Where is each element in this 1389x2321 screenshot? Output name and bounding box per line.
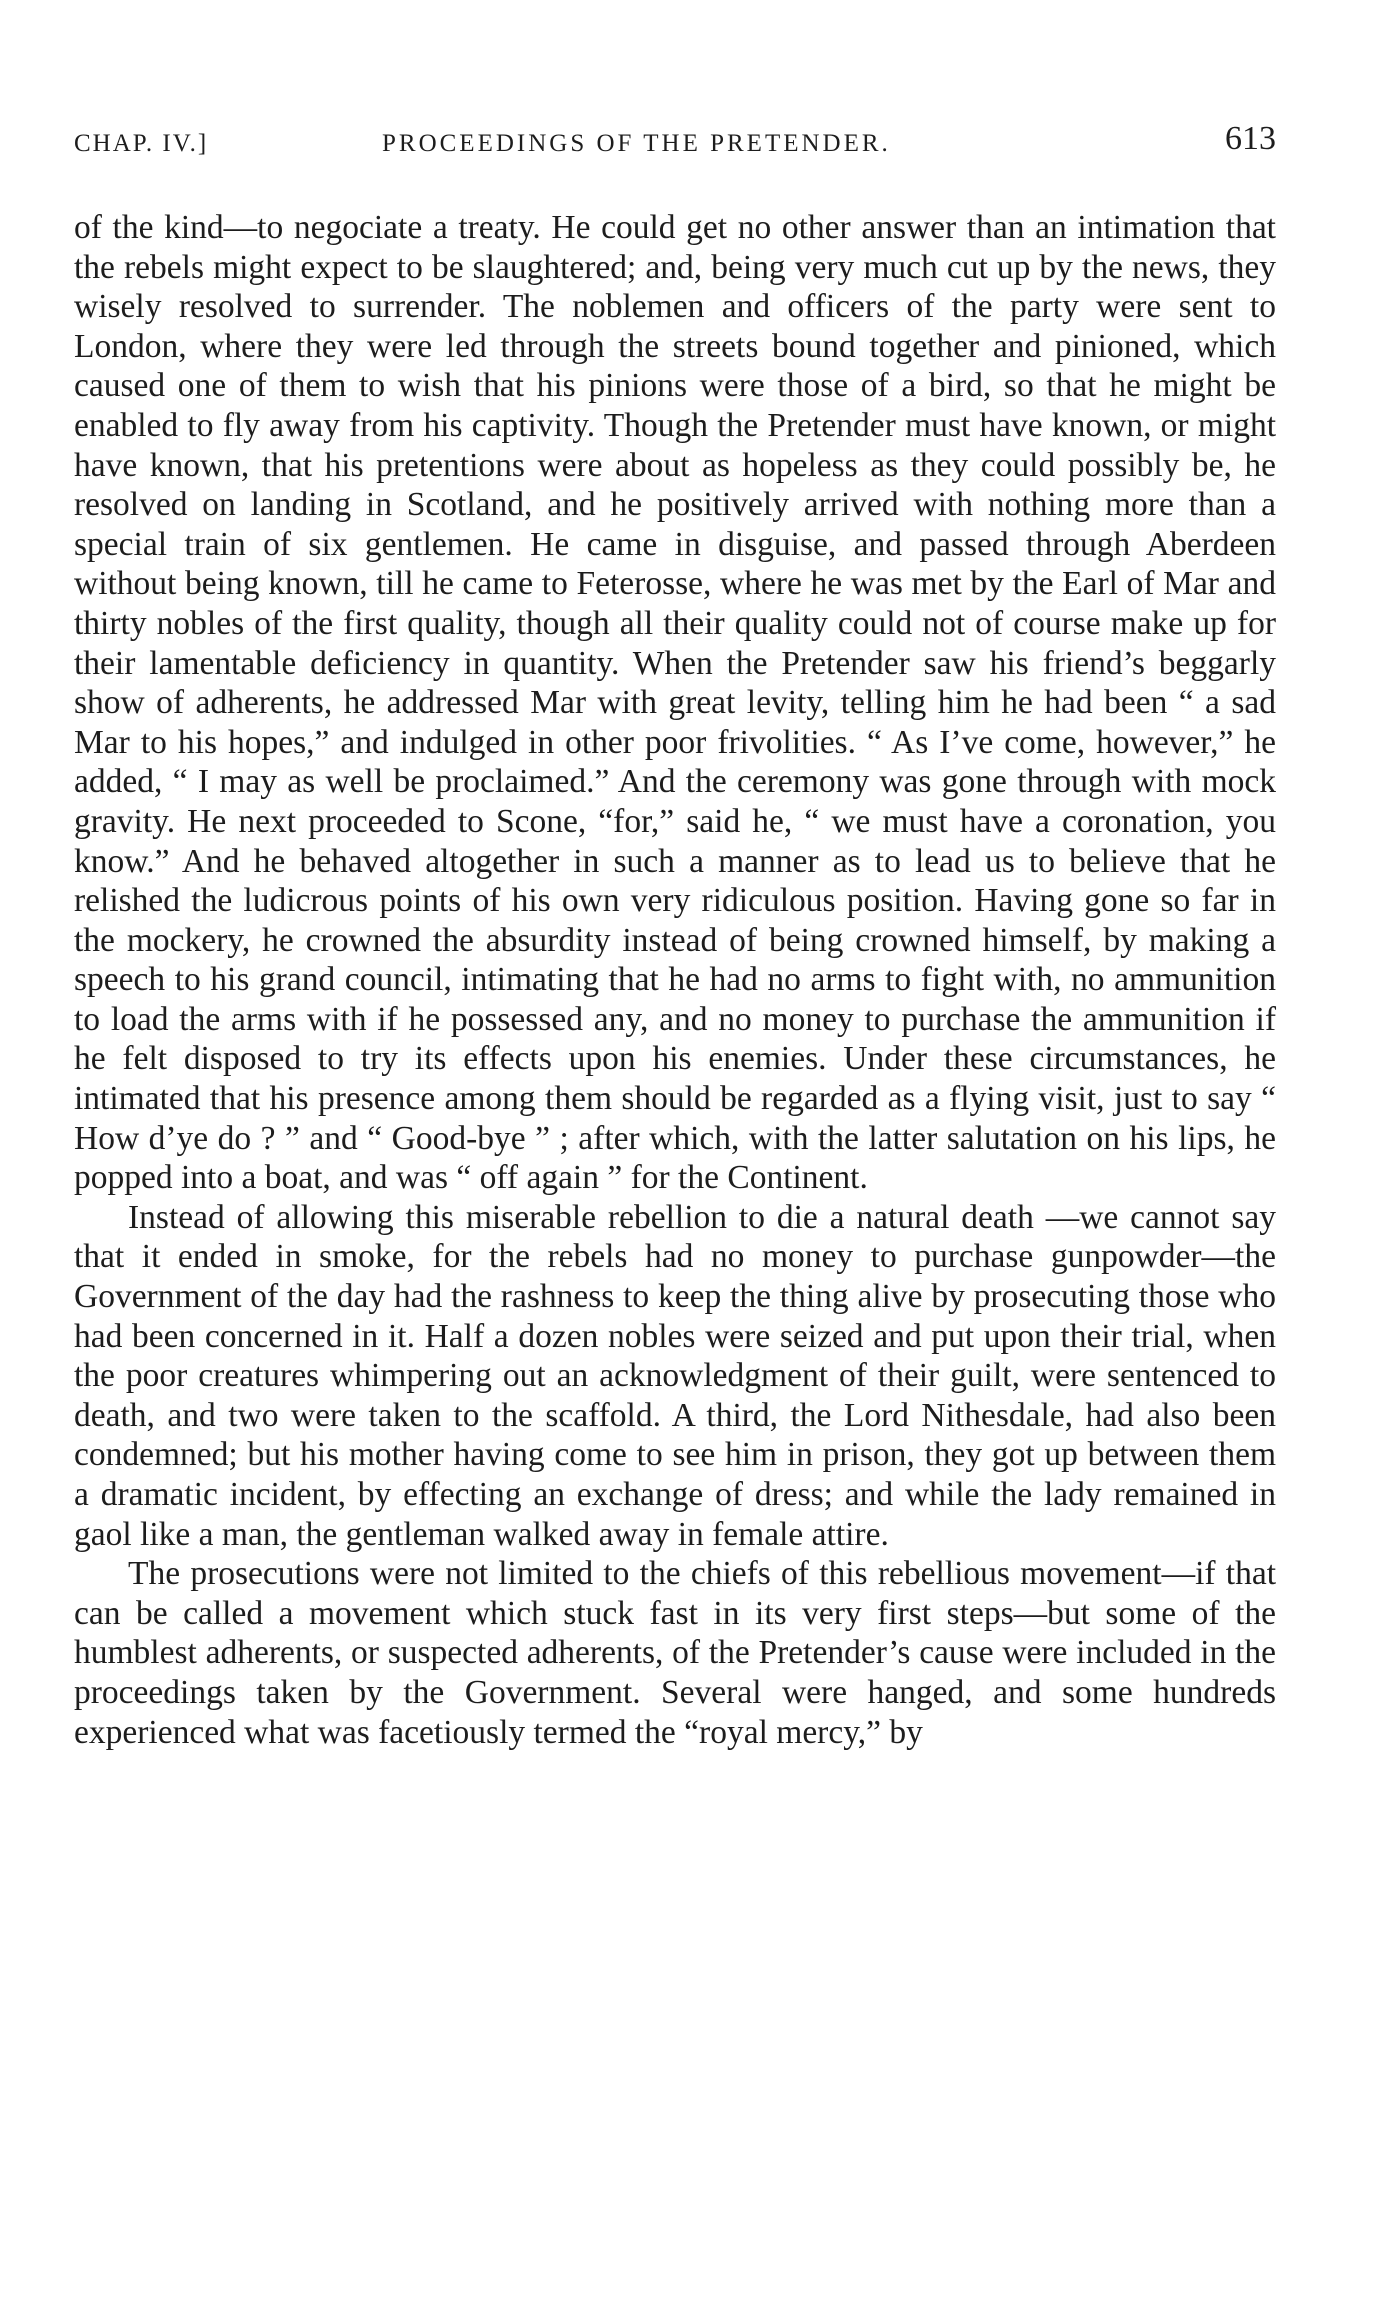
running-head (74, 110, 1276, 168)
paragraph-continuation: of the kind—to negociate a treaty. He could get no other answer than an intimation that the rebels might expect to be slaughtered; and, being very much cut up by the news, they wisely resolved to surrender. The noblemen and officers of the party were sent to London, where they were led through the streets bound together and pinioned, which caused one of them to wish that his pinions were those of a bird, so that he might be enabled to fly away from his captivity. Though the Pretender must have known, or might have known, that his pretentions were about as hopeless as they could possibly be, he resolved on landing in Scotland, and he positively arrived with nothing more than a special train of six gentlemen. He came in disguise, and passed through Aberdeen without being known, till he came to Feterosse, where he was met by the Earl of Mar and thirty nobles of the first quality, though all their quality could not of course make up for their lamentable deficiency in quantity. When the Pretender saw his friend’s beggarly show of adherents, he addressed Mar with great levity, telling him he had been “ a sad Mar to his hopes,” and indulged in other poor frivolities. “ As I’ve come, however,” he added, “ I may as well be proclaimed.” And the ceremony was gone through with mock gravity. He next proceeded to Scone, “for,” said he, “ we must have a coronation, you know.” And he behaved altogether in such a manner as to lead us to believe that he relished the ludicrous points of his own very ridiculous position. Having gone so far in the mockery, he crowned the absurdity instead of being crowned himself, by making a speech to his grand council, intimating that he had no arms to fight with, no ammunition to load the arms with if he possessed any, and no money to purchase the ammunition if he felt disposed to try its effects upon his enemies. Under these circumstances, he intimated that his presence among them should be regarded as a flying visit, just to say “ How d’ye do ? ” and “ Good-bye ” ; after which, with the latter salutation on his lips, he popped into a boat, and was “ off again ” for the Continent. (74, 209, 1276, 1197)
chapter-label: CHAP. IV.] (74, 130, 209, 157)
running-title: PROCEEDINGS OF THE PRETENDER. (382, 130, 891, 157)
book-page (74, 110, 1276, 2210)
page-number: 613 (1225, 120, 1276, 157)
body-text (74, 208, 1276, 1752)
paragraph-rebellion-aftermath: Instead of allowing this miserable rebellion to die a natural death —we cannot say that it ended in smoke, for the rebels had no money to purchase gunpowder—the Government of the day had the rashness to keep the thing alive by prosecuting those who had been concerned in it. Half a dozen nobles were seized and put upon their trial, when the poor creatures whimpering out an acknowledgment of their guilt, were sentenced to death, and two were taken to the scaffold. A third, the Lord Nithesdale, had also been condemned; but his mother having come to see him in prison, they got up between them a dramatic incident, by effecting an exchange of dress; and while the lady remained in gaol like a man, the gentleman walked away in female attire. (74, 1198, 1276, 1553)
paragraph-prosecutions: The prosecutions were not limited to the chiefs of this rebellious movement—if that can be called a movement which stuck fast in its very first steps—but some of the humblest adherents, or suspected adherents, of the Pretender’s cause were included in the proceedings taken by the Government. Several were hanged, and some hundreds experienced what was facetiously termed the “royal mercy,” by (74, 1555, 1276, 1751)
